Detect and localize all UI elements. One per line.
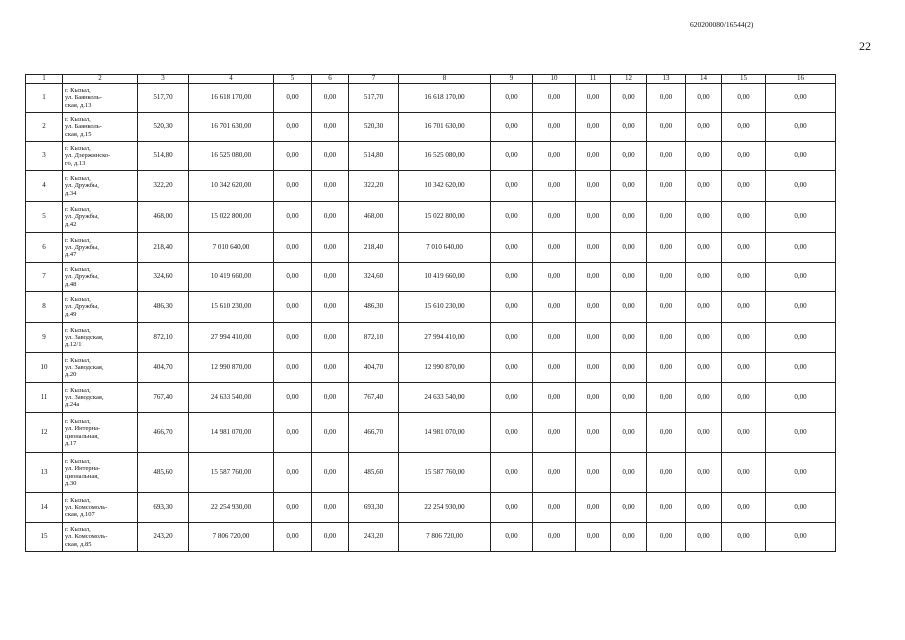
table-cell: 0,00 bbox=[766, 353, 836, 383]
table-cell: 322,20 bbox=[349, 171, 399, 202]
table-cell: 0,00 bbox=[274, 453, 312, 493]
table-cell: 322,20 bbox=[138, 171, 189, 202]
table-cell: 0,00 bbox=[533, 323, 576, 353]
table-cell: 0,00 bbox=[576, 84, 611, 113]
table-cell: 0,00 bbox=[611, 383, 647, 413]
table-cell: 0,00 bbox=[491, 383, 533, 413]
table-cell: 15 bbox=[26, 523, 63, 552]
table-cell: 0,00 bbox=[611, 453, 647, 493]
table-cell: 0,00 bbox=[491, 84, 533, 113]
table-cell: 0,00 bbox=[722, 171, 766, 202]
table-cell: 872,10 bbox=[349, 323, 399, 353]
table-cell: 5 bbox=[26, 202, 63, 233]
table-cell: 0,00 bbox=[611, 292, 647, 323]
table-cell: 0,00 bbox=[647, 453, 686, 493]
table-cell: 0,00 bbox=[722, 263, 766, 292]
address-cell: г. Кызыл, ул. Заводская, д.20 bbox=[63, 353, 138, 383]
table-cell: 243,20 bbox=[349, 523, 399, 552]
table-cell: 0,00 bbox=[722, 292, 766, 323]
table-cell: 404,70 bbox=[138, 353, 189, 383]
column-header: 1 bbox=[26, 75, 63, 84]
address-cell: г. Кызыл, ул. Дружбы, д.48 bbox=[63, 263, 138, 292]
table-cell: 0,00 bbox=[647, 493, 686, 523]
table-cell: 0,00 bbox=[647, 233, 686, 263]
table-cell: 0,00 bbox=[611, 142, 647, 171]
page-number: 22 bbox=[859, 39, 871, 53]
table-cell: 466,70 bbox=[138, 413, 189, 453]
column-header: 10 bbox=[533, 75, 576, 84]
table-cell: 0,00 bbox=[312, 523, 349, 552]
table-cell: 0,00 bbox=[647, 171, 686, 202]
address-cell: г. Кызыл, ул. Интерна- циональная, д.17 bbox=[63, 413, 138, 453]
table-cell: 0,00 bbox=[274, 523, 312, 552]
column-header: 5 bbox=[274, 75, 312, 84]
table-cell: 0,00 bbox=[766, 453, 836, 493]
table-cell: 0,00 bbox=[766, 171, 836, 202]
table-cell: 8 bbox=[26, 292, 63, 323]
column-header: 9 bbox=[491, 75, 533, 84]
table-cell: 27 994 410,00 bbox=[189, 323, 274, 353]
table-cell: 0,00 bbox=[576, 383, 611, 413]
table-cell: 0,00 bbox=[533, 142, 576, 171]
table-cell: 0,00 bbox=[312, 171, 349, 202]
table-cell: 0,00 bbox=[491, 263, 533, 292]
column-header: 8 bbox=[399, 75, 491, 84]
table-cell: 27 994 410,00 bbox=[399, 323, 491, 353]
table-cell: 16 525 080,00 bbox=[189, 142, 274, 171]
table-cell: 0,00 bbox=[647, 353, 686, 383]
table-cell: 0,00 bbox=[312, 142, 349, 171]
table-cell: 12 bbox=[26, 413, 63, 453]
table-cell: 13 bbox=[26, 453, 63, 493]
table-cell: 0,00 bbox=[576, 292, 611, 323]
table-cell: 0,00 bbox=[686, 233, 722, 263]
table-cell: 0,00 bbox=[576, 202, 611, 233]
table-cell: 15 610 230,00 bbox=[189, 292, 274, 323]
table-cell: 7 010 640,00 bbox=[189, 233, 274, 263]
table-cell: 16 701 630,00 bbox=[189, 113, 274, 142]
column-header: 4 bbox=[189, 75, 274, 84]
table-cell: 0,00 bbox=[491, 202, 533, 233]
address-cell: г. Кызыл, ул. Дружбы, д.34 bbox=[63, 171, 138, 202]
table-cell: 16 618 170,00 bbox=[399, 84, 491, 113]
table-row bbox=[26, 292, 836, 323]
table-cell: 0,00 bbox=[647, 263, 686, 292]
table-cell: 0,00 bbox=[274, 323, 312, 353]
table-cell: 0,00 bbox=[491, 523, 533, 552]
table-cell: 16 618 170,00 bbox=[189, 84, 274, 113]
table-cell: 0,00 bbox=[312, 263, 349, 292]
table-cell: 24 633 540,00 bbox=[189, 383, 274, 413]
table-cell: 0,00 bbox=[533, 202, 576, 233]
table-cell: 0,00 bbox=[533, 523, 576, 552]
table-cell: 0,00 bbox=[274, 263, 312, 292]
table-cell: 22 254 930,00 bbox=[189, 493, 274, 523]
table-cell: 0,00 bbox=[533, 263, 576, 292]
table-cell: 0,00 bbox=[611, 493, 647, 523]
table-cell: 0,00 bbox=[686, 353, 722, 383]
table-cell: 324,60 bbox=[349, 263, 399, 292]
table-row bbox=[26, 171, 836, 202]
table-cell: 0,00 bbox=[722, 353, 766, 383]
table-cell: 0,00 bbox=[491, 292, 533, 323]
table-cell: 0,00 bbox=[576, 453, 611, 493]
table-cell: 3 bbox=[26, 142, 63, 171]
table-cell: 0,00 bbox=[611, 113, 647, 142]
table-cell: 0,00 bbox=[647, 523, 686, 552]
table-cell: 0,00 bbox=[533, 171, 576, 202]
table-cell: 0,00 bbox=[274, 202, 312, 233]
table-cell: 0,00 bbox=[576, 113, 611, 142]
table-row bbox=[26, 353, 836, 383]
table-row bbox=[26, 413, 836, 453]
table-cell: 0,00 bbox=[647, 383, 686, 413]
register-table bbox=[25, 74, 836, 552]
table-cell: 14 981 070,00 bbox=[189, 413, 274, 453]
table-cell: 0,00 bbox=[533, 383, 576, 413]
table-cell: 0,00 bbox=[312, 233, 349, 263]
table-cell: 0,00 bbox=[766, 493, 836, 523]
table-cell: 15 022 800,00 bbox=[189, 202, 274, 233]
table-cell: 0,00 bbox=[647, 323, 686, 353]
table-cell: 0,00 bbox=[686, 292, 722, 323]
table-cell: 15 587 760,00 bbox=[399, 453, 491, 493]
table-cell: 10 bbox=[26, 353, 63, 383]
table-cell: 0,00 bbox=[766, 84, 836, 113]
table-cell: 0,00 bbox=[647, 202, 686, 233]
table-cell: 0,00 bbox=[274, 292, 312, 323]
column-header: 11 bbox=[576, 75, 611, 84]
table-cell: 0,00 bbox=[722, 202, 766, 233]
table-cell: 0,00 bbox=[766, 263, 836, 292]
column-header: 16 bbox=[766, 75, 836, 84]
table-cell: 486,30 bbox=[349, 292, 399, 323]
table-cell: 0,00 bbox=[611, 263, 647, 292]
table-cell: 0,00 bbox=[766, 292, 836, 323]
table-row bbox=[26, 493, 836, 523]
table-cell: 0,00 bbox=[611, 233, 647, 263]
address-cell: г. Кызыл, ул. Баянколь- ская, д.13 bbox=[63, 84, 138, 113]
table-cell: 514,80 bbox=[138, 142, 189, 171]
table-cell: 0,00 bbox=[686, 383, 722, 413]
table-cell: 0,00 bbox=[576, 353, 611, 383]
table-cell: 15 587 760,00 bbox=[189, 453, 274, 493]
table-cell: 0,00 bbox=[611, 202, 647, 233]
table-cell: 10 342 620,00 bbox=[189, 171, 274, 202]
table-cell: 0,00 bbox=[576, 142, 611, 171]
table-cell: 0,00 bbox=[312, 113, 349, 142]
table-cell: 0,00 bbox=[491, 113, 533, 142]
table-cell: 0,00 bbox=[686, 413, 722, 453]
table-cell: 0,00 bbox=[274, 233, 312, 263]
table-cell: 0,00 bbox=[533, 493, 576, 523]
table-cell: 0,00 bbox=[533, 84, 576, 113]
address-cell: г. Кызыл, ул. Дзержинско- го, д.13 bbox=[63, 142, 138, 171]
column-header: 15 bbox=[722, 75, 766, 84]
table-cell: 7 bbox=[26, 263, 63, 292]
table-cell: 0,00 bbox=[274, 171, 312, 202]
table-cell: 0,00 bbox=[576, 233, 611, 263]
table-cell: 0,00 bbox=[766, 413, 836, 453]
table-cell: 9 bbox=[26, 323, 63, 353]
table-row bbox=[26, 202, 836, 233]
table-cell: 14 bbox=[26, 493, 63, 523]
table-cell: 0,00 bbox=[766, 323, 836, 353]
table-cell: 22 254 930,00 bbox=[399, 493, 491, 523]
table-row bbox=[26, 233, 836, 263]
table-row bbox=[26, 383, 836, 413]
table-cell: 0,00 bbox=[611, 523, 647, 552]
table-cell: 520,30 bbox=[349, 113, 399, 142]
table-cell: 10 419 660,00 bbox=[399, 263, 491, 292]
table-cell: 0,00 bbox=[686, 113, 722, 142]
table-cell: 0,00 bbox=[576, 323, 611, 353]
table-cell: 0,00 bbox=[647, 84, 686, 113]
table-cell: 10 419 660,00 bbox=[189, 263, 274, 292]
address-cell: г. Кызыл, ул. Дружбы, д.42 bbox=[63, 202, 138, 233]
table-cell: 15 610 230,00 bbox=[399, 292, 491, 323]
table-cell: 0,00 bbox=[647, 113, 686, 142]
table-row bbox=[26, 453, 836, 493]
table-cell: 0,00 bbox=[312, 202, 349, 233]
table-cell: 486,30 bbox=[138, 292, 189, 323]
column-header: 13 bbox=[647, 75, 686, 84]
table-cell: 0,00 bbox=[576, 171, 611, 202]
address-cell: г. Кызыл, ул. Баянколь- ская, д.15 bbox=[63, 113, 138, 142]
table-cell: 0,00 bbox=[491, 233, 533, 263]
table-cell: 0,00 bbox=[647, 413, 686, 453]
table-cell: 468,00 bbox=[138, 202, 189, 233]
table-row bbox=[26, 142, 836, 171]
table-cell: 243,20 bbox=[138, 523, 189, 552]
table-body bbox=[26, 84, 836, 552]
table-cell: 0,00 bbox=[274, 142, 312, 171]
table-cell: 0,00 bbox=[686, 523, 722, 552]
table-cell: 0,00 bbox=[491, 353, 533, 383]
table-cell: 0,00 bbox=[576, 493, 611, 523]
table-cell: 10 342 620,00 bbox=[399, 171, 491, 202]
table-cell: 0,00 bbox=[576, 523, 611, 552]
table-cell: 218,40 bbox=[349, 233, 399, 263]
table-cell: 0,00 bbox=[576, 263, 611, 292]
address-cell: г. Кызыл, ул. Дружбы, д.49 bbox=[63, 292, 138, 323]
table-cell: 11 bbox=[26, 383, 63, 413]
column-header: 2 bbox=[63, 75, 138, 84]
table-cell: 0,00 bbox=[722, 413, 766, 453]
table-row bbox=[26, 323, 836, 353]
table-cell: 0,00 bbox=[611, 353, 647, 383]
table-cell: 0,00 bbox=[312, 493, 349, 523]
table-cell: 0,00 bbox=[491, 171, 533, 202]
table-cell: 24 633 540,00 bbox=[399, 383, 491, 413]
table-cell: 0,00 bbox=[722, 493, 766, 523]
table-cell: 0,00 bbox=[312, 413, 349, 453]
table-cell: 0,00 bbox=[766, 113, 836, 142]
table-cell: 12 990 870,00 bbox=[189, 353, 274, 383]
table-cell: 0,00 bbox=[611, 84, 647, 113]
column-header: 14 bbox=[686, 75, 722, 84]
table-cell: 0,00 bbox=[533, 292, 576, 323]
table-cell: 767,40 bbox=[349, 383, 399, 413]
table-cell: 0,00 bbox=[312, 323, 349, 353]
table-cell: 0,00 bbox=[533, 413, 576, 453]
table-cell: 0,00 bbox=[274, 493, 312, 523]
table-cell: 4 bbox=[26, 171, 63, 202]
table-cell: 693,30 bbox=[349, 493, 399, 523]
table-cell: 485,60 bbox=[349, 453, 399, 493]
table-cell: 872,10 bbox=[138, 323, 189, 353]
table-cell: 1 bbox=[26, 84, 63, 113]
table-cell: 15 022 800,00 bbox=[399, 202, 491, 233]
table-cell: 0,00 bbox=[312, 84, 349, 113]
table-cell: 0,00 bbox=[274, 84, 312, 113]
table-cell: 0,00 bbox=[722, 453, 766, 493]
table-cell: 0,00 bbox=[491, 453, 533, 493]
table-cell: 0,00 bbox=[533, 233, 576, 263]
table-cell: 324,60 bbox=[138, 263, 189, 292]
table-row bbox=[26, 523, 836, 552]
table-cell: 0,00 bbox=[491, 142, 533, 171]
table-cell: 0,00 bbox=[722, 113, 766, 142]
table-cell: 517,70 bbox=[349, 84, 399, 113]
address-cell: г. Кызыл, ул. Дружбы, д.47 bbox=[63, 233, 138, 263]
table-cell: 693,30 bbox=[138, 493, 189, 523]
table-cell: 0,00 bbox=[686, 323, 722, 353]
table-cell: 0,00 bbox=[766, 142, 836, 171]
table-cell: 0,00 bbox=[686, 84, 722, 113]
table-cell: 0,00 bbox=[611, 413, 647, 453]
table-cell: 0,00 bbox=[722, 233, 766, 263]
column-header: 3 bbox=[138, 75, 189, 84]
table-cell: 520,30 bbox=[138, 113, 189, 142]
table-header-row bbox=[26, 75, 836, 84]
table-row bbox=[26, 263, 836, 292]
table-cell: 0,00 bbox=[611, 171, 647, 202]
column-header: 12 bbox=[611, 75, 647, 84]
table-cell: 0,00 bbox=[533, 453, 576, 493]
table-row bbox=[26, 113, 836, 142]
table-cell: 468,00 bbox=[349, 202, 399, 233]
table-cell: 0,00 bbox=[647, 292, 686, 323]
table-cell: 0,00 bbox=[491, 323, 533, 353]
column-header: 6 bbox=[312, 75, 349, 84]
address-cell: г. Кызыл, ул. Комсомоль- ская, д.85 bbox=[63, 523, 138, 552]
column-header: 7 bbox=[349, 75, 399, 84]
table-cell: 0,00 bbox=[274, 113, 312, 142]
table-cell: 12 990 870,00 bbox=[399, 353, 491, 383]
document-id: 620200080/16544(2) bbox=[690, 20, 754, 29]
table-row bbox=[26, 84, 836, 113]
table-cell: 16 525 080,00 bbox=[399, 142, 491, 171]
table-cell: 7 806 720,00 bbox=[399, 523, 491, 552]
table-cell: 0,00 bbox=[533, 113, 576, 142]
table-cell: 0,00 bbox=[312, 453, 349, 493]
table-cell: 0,00 bbox=[312, 292, 349, 323]
table-cell: 404,70 bbox=[349, 353, 399, 383]
table-cell: 0,00 bbox=[686, 202, 722, 233]
address-cell: г. Кызыл, ул. Интерна- циональная, д.30 bbox=[63, 453, 138, 493]
table-cell: 485,60 bbox=[138, 453, 189, 493]
table-cell: 14 981 070,00 bbox=[399, 413, 491, 453]
table-cell: 0,00 bbox=[722, 142, 766, 171]
table-cell: 0,00 bbox=[686, 142, 722, 171]
table-cell: 0,00 bbox=[722, 523, 766, 552]
table-cell: 466,70 bbox=[349, 413, 399, 453]
table-cell: 0,00 bbox=[533, 353, 576, 383]
address-cell: г. Кызыл, ул. Комсомоль- ская, д.107 bbox=[63, 493, 138, 523]
address-cell: г. Кызыл, ул. Заводская, д.24а bbox=[63, 383, 138, 413]
table-cell: 218,40 bbox=[138, 233, 189, 263]
table-cell: 0,00 bbox=[686, 493, 722, 523]
table-cell: 2 bbox=[26, 113, 63, 142]
table-cell: 0,00 bbox=[491, 413, 533, 453]
table-cell: 0,00 bbox=[576, 413, 611, 453]
table-cell: 767,40 bbox=[138, 383, 189, 413]
table-cell: 0,00 bbox=[766, 233, 836, 263]
table-cell: 16 701 630,00 bbox=[399, 113, 491, 142]
table-cell: 0,00 bbox=[686, 263, 722, 292]
table-cell: 0,00 bbox=[722, 323, 766, 353]
table-cell: 0,00 bbox=[312, 353, 349, 383]
table-cell: 0,00 bbox=[766, 523, 836, 552]
table-cell: 0,00 bbox=[611, 323, 647, 353]
table-cell: 0,00 bbox=[274, 353, 312, 383]
table-cell: 7 010 640,00 bbox=[399, 233, 491, 263]
table-cell: 0,00 bbox=[491, 493, 533, 523]
table-cell: 0,00 bbox=[722, 84, 766, 113]
table-cell: 514,80 bbox=[349, 142, 399, 171]
table-cell: 0,00 bbox=[766, 202, 836, 233]
table-cell: 0,00 bbox=[312, 383, 349, 413]
table-cell: 0,00 bbox=[274, 383, 312, 413]
table-cell: 0,00 bbox=[686, 171, 722, 202]
table-cell: 0,00 bbox=[274, 413, 312, 453]
table-cell: 7 806 720,00 bbox=[189, 523, 274, 552]
table-cell: 0,00 bbox=[766, 383, 836, 413]
table-cell: 6 bbox=[26, 233, 63, 263]
table-cell: 517,70 bbox=[138, 84, 189, 113]
table-cell: 0,00 bbox=[647, 142, 686, 171]
address-cell: г. Кызыл, ул. Заводская, д.12/1 bbox=[63, 323, 138, 353]
table-cell: 0,00 bbox=[686, 453, 722, 493]
table-cell: 0,00 bbox=[722, 383, 766, 413]
